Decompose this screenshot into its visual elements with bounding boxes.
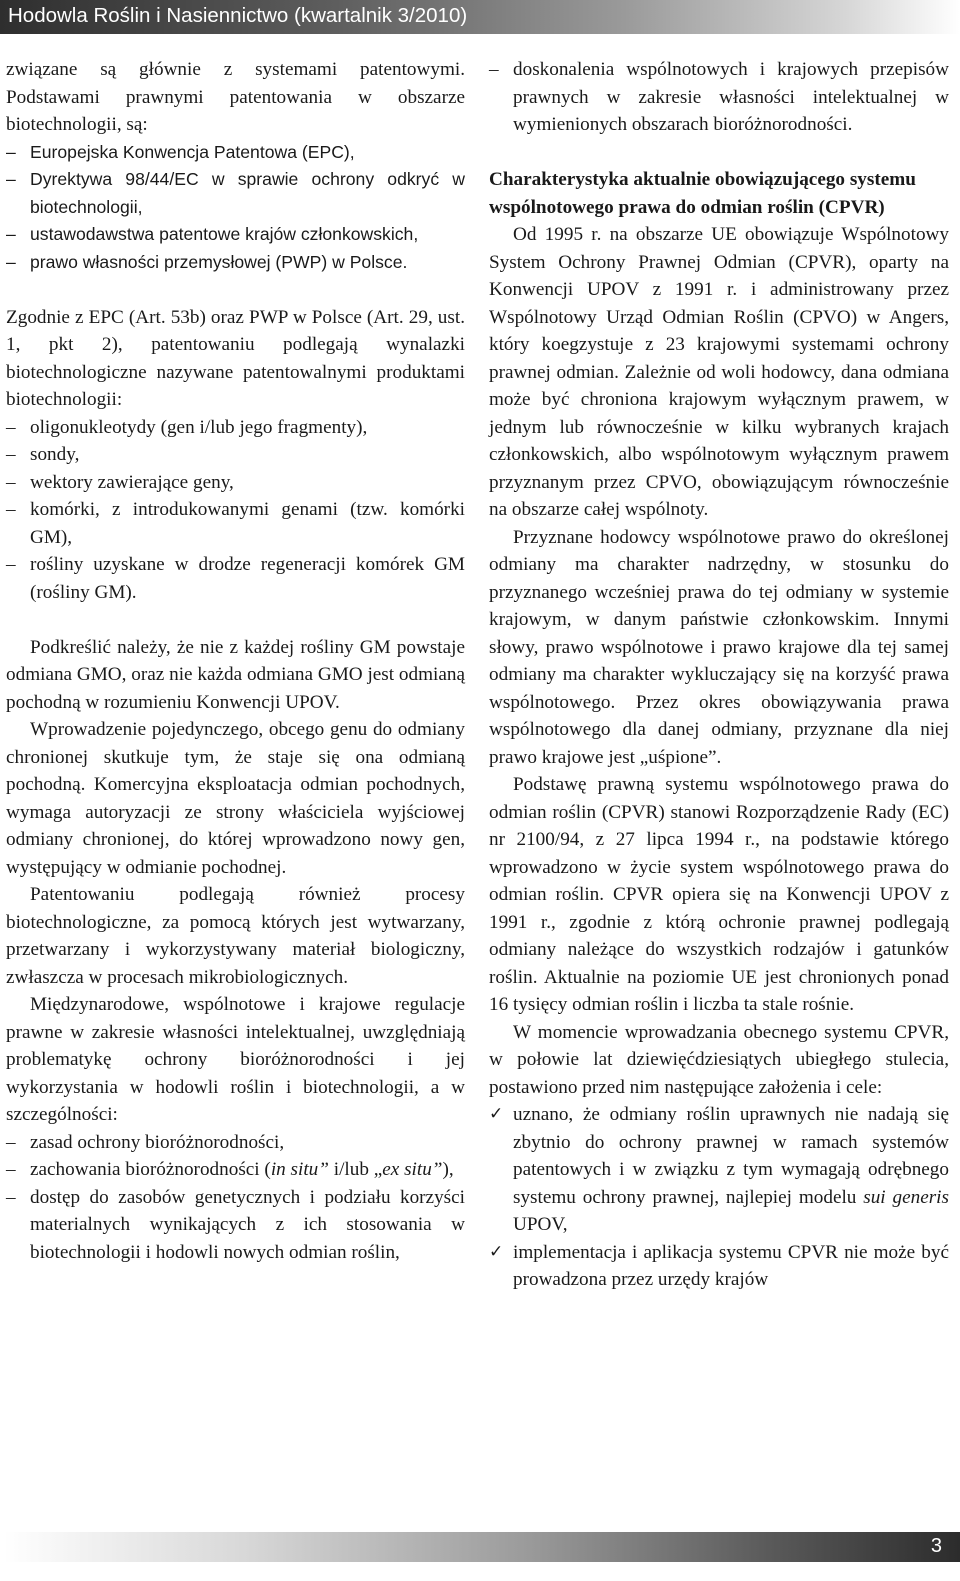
list-item: – rośliny uzyskane w drodze regeneracji komórek GM (rośliny GM).	[6, 551, 465, 606]
list-item: – zasad ochrony bioróżnorodności,	[6, 1129, 465, 1157]
list-item: – Dyrektywa 98/44/EC w sprawie ochrony odkryć w biotechnologii,	[6, 166, 465, 221]
left-paragraph-6: Międzynarodowe, wspólnotowe i krajowe regulacje prawne w zakresie własności intelektualnej, uwzględniają problematykę ochrony bioróżnorodności i jej wykorzystania w hodowli roślin i biotechnologii, a w szczególności:	[6, 994, 465, 1125]
checkmark-icon: ✓	[489, 1104, 504, 1124]
biodiversity-list	[6, 1129, 465, 1267]
list-item: – komórki, z introdukowanymi genami (tzw. komórki GM),	[6, 496, 465, 551]
list-item: – prawo własności przemysłowej (PWP) w Polsce.	[6, 249, 465, 277]
list-item: – wektory zawierające geny,	[6, 469, 465, 497]
left-paragraph-3: Podkreślić należy, że nie z każdej rośliny GM powstaje odmiana GMO, oraz nie każda odmiana GMO jest odmianą pochodną w rozumieniu Konwencji UPOV.	[6, 636, 465, 713]
page-header	[0, 0, 960, 34]
goals-list	[489, 1101, 949, 1294]
page-footer	[4, 1532, 960, 1562]
list-item: ✓ uznano, że odmiany roślin uprawnych nie nadają się zbytnio do ochrony prawnej w ramach systemów patentowych i w związku z tym wymagają odrębnego systemu ochrony prawnej, najlepiej modelu sui generis UPOV,	[489, 1101, 949, 1239]
left-column	[6, 56, 465, 1266]
journal-title: Hodowla Roślin i Nasiennictwo (kwartalnik 3/2010)	[8, 4, 468, 27]
list-item: – ustawodawstwa patentowe krajów członkowskich,	[6, 221, 465, 249]
dash-bullet: –	[6, 416, 16, 438]
dash-bullet: –	[489, 59, 499, 80]
dash-bullet: –	[6, 471, 16, 493]
list-item: – dostęp do zasobów genetycznych i podziału korzyści materialnych wynikających z ich stosowania w biotechnologii i hodowli nowych odmian roślin,	[6, 1184, 465, 1267]
list-item: – sondy,	[6, 441, 465, 469]
checkmark-icon: ✓	[489, 1241, 504, 1262]
right-paragraph-3: Podstawę prawną systemu wspólnotowego prawa do odmian roślin (CPVR) stanowi Rozporządzenie Rady (EC) nr 2100/94, z 27 lipca 1994 r., na podstawie którego wprowadzono w życie system wspólnotowego prawa do odmian roślin. CPVR opiera się na Konwencji UPOV z 1991 r., zgodnie z którą ochronie prawnej podlegają odmiany należące do wszystkich rodzajów i gatunków roślin. Aktualnie na poziomie UE jest chronionych ponad 16 tysięcy odmian roślin i liczba ta stale rośnie.	[489, 774, 949, 1015]
list-item: – doskonalenia wspólnotowych i krajowych przepisów prawnych w zakresie własności intelektualnej w wymienionych obszarach bioróżnorodności.	[489, 56, 949, 139]
left-paragraph-4: Wprowadzenie pojedynczego, obcego genu do odmiany chronionej skutkuje tym, że staje się ona odmianą pochodną. Komercyjna eksploatacja odmian pochodnych, wymaga autoryzacji ze strony właściciela wyjściowej odmiany chronionej, do której wprowadzono nowy gen, występujący w odmianie pochodnej.	[6, 719, 465, 878]
dash-bullet: –	[6, 554, 16, 575]
section-heading: Charakterystyka aktualnie obowiązującego systemu wspólnotowego prawa do odmian roślin (CPVR)	[489, 169, 916, 218]
right-paragraph-4: W momencie wprowadzania obecnego systemu CPVR, w połowie lat dziewięćdziesiątych ubiegłego stulecia, postawiono przed nim następujące założenia i cele:	[489, 1021, 949, 1098]
patent-law-list	[6, 139, 465, 277]
continued-list	[489, 56, 949, 139]
patentable-products-list	[6, 414, 465, 607]
list-item: – zachowania bioróżnorodności (in situ” i/lub „ex situ”),	[6, 1156, 465, 1184]
left-paragraph-5: Patentowaniu podlegają również procesy biotechnologiczne, za pomocą których jest wytwarzany, przetwarzany i wykorzystywany materiał biologiczny, zwłaszcza w procesach mikrobiologicznych.	[6, 884, 465, 988]
list-item: ✓ implementacja i aplikacja systemu CPVR nie może być prowadzona przez urzędy krajów	[489, 1239, 949, 1294]
dash-bullet: –	[6, 141, 16, 162]
dash-bullet: –	[6, 169, 16, 189]
dash-bullet: –	[6, 1186, 16, 1208]
dash-bullet: –	[6, 224, 16, 244]
left-paragraph-2: Zgodnie z EPC (Art. 53b) oraz PWP w Polsce (Art. 29, ust. 1, pkt 2), patentowaniu podlegają wynalazki biotechnologiczne nazywane patentowalnymi produktami biotechnologii:	[6, 306, 465, 410]
dash-bullet: –	[6, 1131, 16, 1153]
list-item: – Europejska Konwencja Patentowa (EPC),	[6, 139, 465, 167]
dash-bullet: –	[6, 251, 16, 272]
dash-bullet: –	[6, 1159, 16, 1180]
page-number: 3	[930, 1535, 942, 1557]
left-paragraph-1: związane są głównie z systemami patentowymi. Podstawami prawnymi patentowania w obszarze biotechnologii, są:	[6, 59, 465, 135]
dash-bullet: –	[6, 499, 16, 520]
right-column	[489, 56, 949, 1294]
list-item: – oligonukleotydy (gen i/lub jego fragmenty),	[6, 414, 465, 442]
right-paragraph-1: Od 1995 r. na obszarze UE obowiązuje Wspólnotowy System Ochrony Prawnej Odmian (CPVR), oparty na Konwencji UPOV z 1991 r. i administrowany przez Wspólnotowy Urząd Odmian Roślin (CPVO) w Angers, który koegzystuje z 23 krajowymi systemami ochrony prawnej odmian. Zależnie od woli hodowcy, dana odmiana może być chroniona krajowym wyłącznym prawem, w jednym lub równocześnie w kilku wybranych krajach członkowskich, albo wspólnotowym wyłącznym prawem przyznanym przez CPVO, obowiązującym równocześnie na obszarze całej wspólnoty.	[489, 224, 949, 520]
dash-bullet: –	[6, 444, 16, 465]
right-paragraph-2: Przyznane hodowcy wspólnotowe prawo do określonej odmiany ma charakter nadrzędny, w stosunku do przyznanego wcześniej prawa do tej odmiany w systemie krajowym, w danym państwie członkowskim. Innymi słowy, prawo wspólnotowe i prawo krajowe dla tej samej odmiany ma charakter wykluczający się na korzyść prawa wspólnotowego. Przez okres obowiązywania prawa wspólnotowego dla danej odmiany, przyznane dla niej prawo krajowe jest „uśpione”.	[489, 526, 949, 768]
